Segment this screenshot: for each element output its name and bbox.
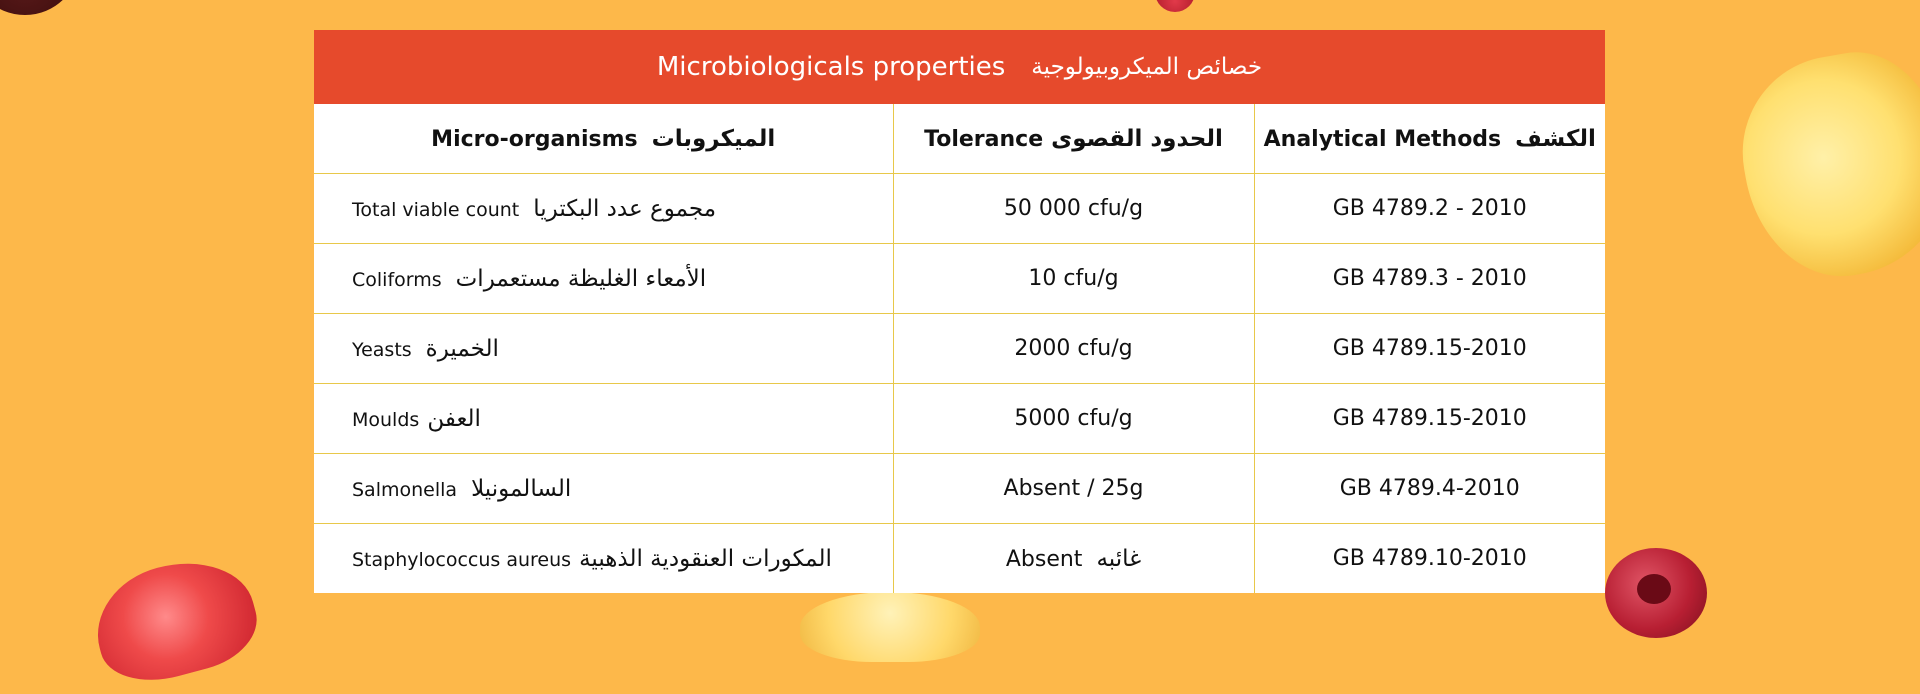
tolerance-value: 10 cfu/g (1028, 266, 1119, 291)
column-header-label-en: Micro-organisms (431, 126, 638, 152)
tolerance-value: 5000 cfu/g (1014, 406, 1133, 431)
table-title (314, 30, 1605, 104)
organism-name-ar: الأمعاء الغليظة مستعمرات (455, 265, 707, 292)
table-row (314, 174, 1605, 244)
column-header-label-ar: الكشف (1515, 125, 1596, 152)
column-header-micro-organisms (314, 104, 893, 174)
column-header-label-ar: الحدود القصوى (1051, 125, 1223, 152)
decorative-raspberry (1605, 548, 1707, 638)
organism-name-en: Moulds (352, 408, 420, 431)
organism-name-en: Staphylococcus aureus (352, 548, 572, 571)
tolerance-cell (893, 244, 1254, 314)
organism-cell (314, 244, 893, 314)
organism-cell (314, 174, 893, 244)
organism-name-ar: المكورات العنقودية الذهبية (579, 545, 832, 572)
method-cell (1254, 384, 1605, 454)
method-cell (1254, 244, 1605, 314)
method-cell (1254, 524, 1605, 594)
organism-cell (314, 314, 893, 384)
tolerance-cell (893, 524, 1254, 594)
properties-table (314, 104, 1605, 593)
column-header-label-ar: الميكروبات (651, 125, 776, 152)
method-cell (1254, 454, 1605, 524)
microbiological-properties-table (314, 30, 1605, 593)
organism-name-en: Total viable count (352, 198, 520, 221)
organism-name-ar: السالمونيلا (471, 475, 572, 502)
tolerance-value: Absent / 25g (1003, 476, 1144, 501)
method-value: GB 4789.4-2010 (1339, 476, 1520, 501)
decorative-strawberry-piece (83, 546, 266, 694)
organism-name-en: Salmonella (352, 478, 458, 501)
method-cell (1254, 314, 1605, 384)
decorative-berry-top-left (0, 0, 80, 15)
method-value: GB 4789.3 - 2010 (1332, 266, 1527, 291)
tolerance-value: 2000 cfu/g (1014, 336, 1133, 361)
tolerance-cell (893, 174, 1254, 244)
tolerance-cell (893, 314, 1254, 384)
organism-name-ar: مجموع عدد البكتريا (533, 195, 717, 222)
table-row (314, 384, 1605, 454)
method-cell (1254, 174, 1605, 244)
method-value: GB 4789.10-2010 (1332, 546, 1527, 571)
table-row (314, 524, 1605, 594)
table-title-english: Microbiologicals properties (656, 52, 1006, 82)
tolerance-value: 50 000 cfu/g (1003, 196, 1144, 221)
table-row (314, 454, 1605, 524)
method-value: GB 4789.15-2010 (1332, 406, 1527, 431)
tolerance-cell (893, 384, 1254, 454)
organism-cell (314, 454, 893, 524)
table-header-row (314, 104, 1605, 174)
decorative-mango-piece (1727, 39, 1920, 290)
decorative-berry-top (1155, 0, 1195, 12)
column-header-label-en: Tolerance (924, 126, 1044, 152)
organism-cell (314, 384, 893, 454)
organism-cell (314, 524, 893, 594)
organism-name-en: Yeasts (352, 338, 412, 361)
decorative-mango-piece-bottom (800, 592, 980, 662)
table-row (314, 244, 1605, 314)
tolerance-cell (893, 454, 1254, 524)
organism-name-en: Coliforms (352, 268, 442, 291)
table-title-arabic: خصائص الميكروبيولوجية (1031, 54, 1263, 80)
column-header-analytical-methods (1254, 104, 1605, 174)
column-header-label-en: Analytical Methods (1263, 126, 1502, 152)
tolerance-value-ar: غائبه (1096, 545, 1142, 572)
column-header-tolerance (893, 104, 1254, 174)
method-value: GB 4789.2 - 2010 (1332, 196, 1527, 221)
tolerance-value: Absent (1005, 546, 1083, 572)
organism-name-ar: الخميرة (425, 335, 499, 362)
method-value: GB 4789.15-2010 (1332, 336, 1527, 361)
table-row (314, 314, 1605, 384)
organism-name-ar: العفن (427, 405, 481, 432)
